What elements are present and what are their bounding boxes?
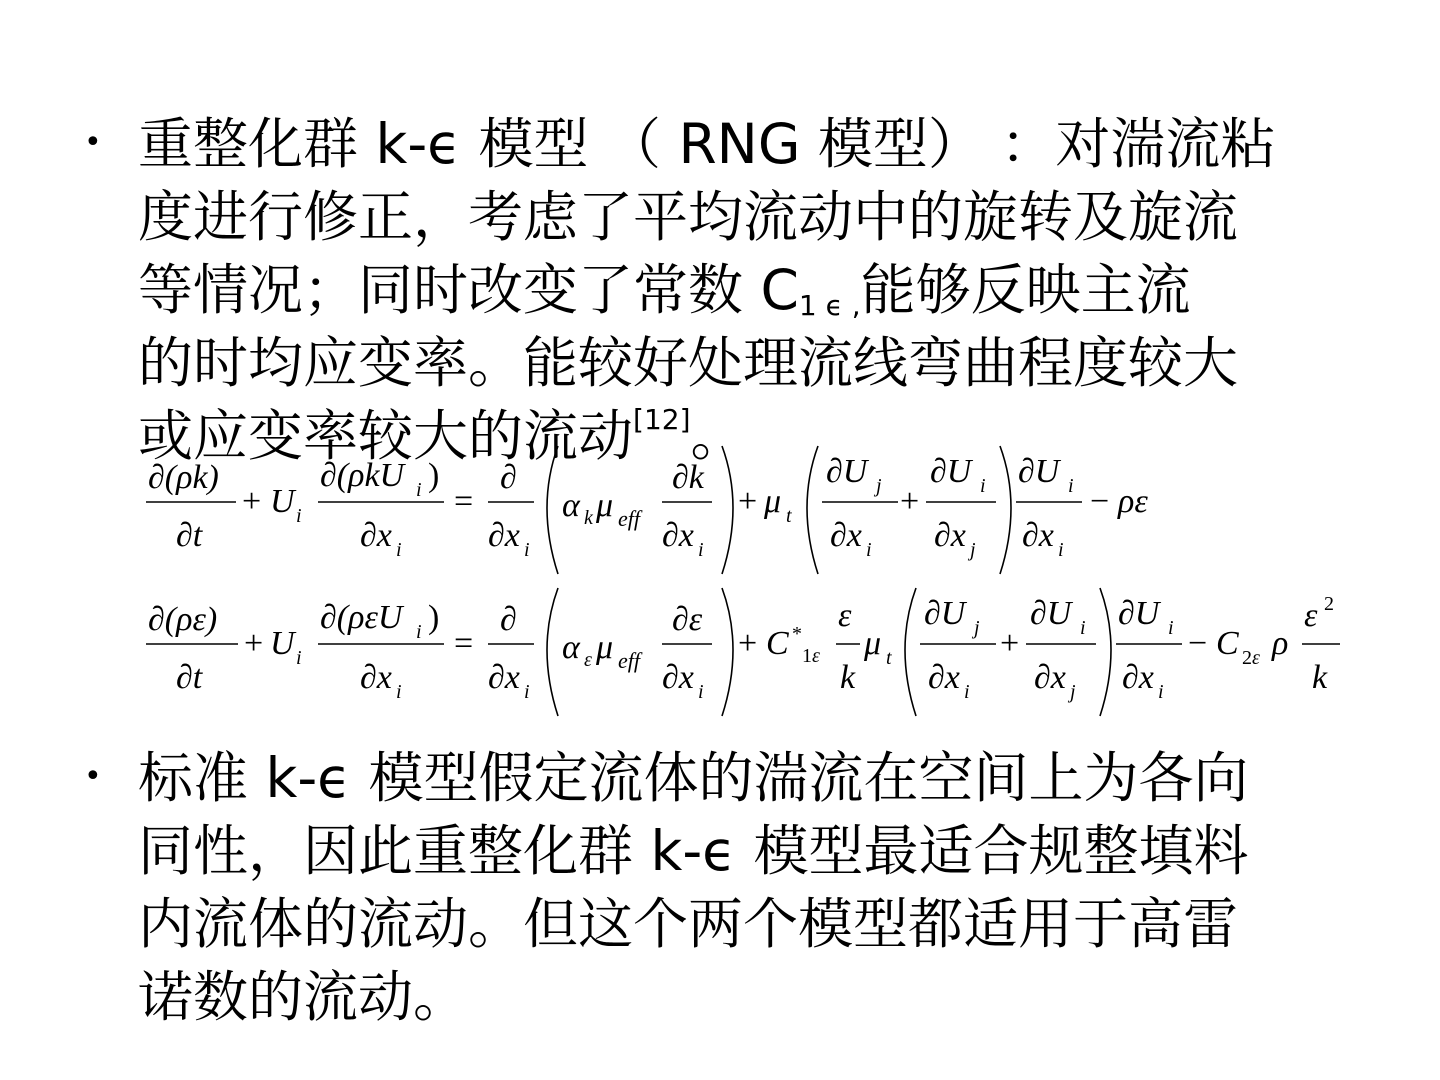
svg-text:*: * xyxy=(792,623,802,645)
svg-text:+: + xyxy=(1000,625,1020,662)
para2-line2: 同性，因此重整化群 k-ϵ 模型最适合规整填料 xyxy=(138,819,1249,883)
svg-text:k: k xyxy=(840,659,856,696)
svg-text:i: i xyxy=(980,475,986,497)
svg-text:i: i xyxy=(866,539,872,561)
svg-text:∂x: ∂x xyxy=(488,517,520,554)
svg-text:+: + xyxy=(244,625,264,662)
svg-text:i: i xyxy=(1068,475,1074,497)
paragraph-rng-model xyxy=(138,108,1368,473)
svg-text:i: i xyxy=(1168,617,1174,639)
svg-text:α: α xyxy=(562,487,580,524)
svg-text:=: = xyxy=(454,483,474,520)
svg-text:∂U: ∂U xyxy=(1118,595,1160,632)
svg-text:∂x: ∂x xyxy=(1122,659,1154,696)
svg-text:eff: eff xyxy=(618,506,640,531)
para1-line5-text-b: 。 xyxy=(690,404,746,468)
svg-text:i: i xyxy=(698,539,704,561)
svg-text:+: + xyxy=(738,483,758,520)
svg-text:i: i xyxy=(698,681,704,703)
svg-text:i: i xyxy=(964,681,970,703)
svg-text:−: − xyxy=(1090,483,1110,520)
svg-text:μ: μ xyxy=(864,625,882,662)
svg-text:∂x: ∂x xyxy=(662,517,694,554)
svg-text:): ) xyxy=(428,599,440,636)
svg-text:∂U: ∂U xyxy=(1030,595,1072,632)
svg-text:∂x: ∂x xyxy=(928,659,960,696)
svg-text:U: U xyxy=(270,625,295,662)
reference-citation: [12] xyxy=(633,403,691,436)
svg-text:∂U: ∂U xyxy=(930,453,972,490)
svg-text:ε: ε xyxy=(1304,597,1318,634)
svg-text:μ: μ xyxy=(596,629,614,666)
epsilon-transport-equation xyxy=(138,582,1358,722)
svg-text:∂x: ∂x xyxy=(1034,659,1066,696)
svg-text:∂U: ∂U xyxy=(826,453,868,490)
svg-text:+: + xyxy=(242,483,262,520)
para1-line3 xyxy=(138,254,1368,327)
svg-text:∂(ρkU: ∂(ρkU xyxy=(320,457,405,494)
svg-text:∂(ρk): ∂(ρk) xyxy=(148,459,219,496)
svg-text:i: i xyxy=(296,505,302,527)
bullet-marker-1: • xyxy=(84,125,102,160)
svg-text:∂U: ∂U xyxy=(1018,453,1060,490)
svg-text:∂x: ∂x xyxy=(360,517,392,554)
svg-text:ε: ε xyxy=(584,649,592,671)
svg-text:t: t xyxy=(886,647,892,669)
svg-text:∂: ∂ xyxy=(500,459,517,496)
svg-text:ε: ε xyxy=(838,597,852,634)
svg-text:∂(ρεU: ∂(ρεU xyxy=(320,599,403,636)
svg-text:∂x: ∂x xyxy=(830,517,862,554)
svg-text:eff: eff xyxy=(618,648,640,673)
svg-text:μ: μ xyxy=(764,483,782,520)
svg-text:i: i xyxy=(396,539,402,561)
para1-line1: 重整化群 k-ϵ 模型 （ RNG 模型） ：对湍流粘 xyxy=(138,112,1276,176)
svg-text:μ: μ xyxy=(596,487,614,524)
svg-text:2: 2 xyxy=(1324,593,1334,615)
svg-text:ε: ε xyxy=(812,645,820,667)
para1-line3-text-a: 等情况；同时改变了常数 C xyxy=(138,258,799,322)
svg-text:i: i xyxy=(524,539,530,561)
svg-text:j: j xyxy=(970,539,976,561)
svg-text:∂U: ∂U xyxy=(924,595,966,632)
svg-text:i: i xyxy=(396,681,402,703)
svg-text:∂: ∂ xyxy=(500,601,517,638)
svg-text:ρ: ρ xyxy=(1272,625,1289,662)
svg-text:α: α xyxy=(562,629,580,666)
svg-text:∂x: ∂x xyxy=(934,517,966,554)
svg-text:i: i xyxy=(416,621,422,643)
svg-text:∂x: ∂x xyxy=(1022,517,1054,554)
para1-line4: 的时均应变率。能较好处理流线弯曲程度较大 xyxy=(138,331,1239,395)
svg-text:2: 2 xyxy=(1242,647,1252,669)
svg-text:j: j xyxy=(974,617,980,639)
svg-text:i: i xyxy=(296,647,302,669)
svg-text:i: i xyxy=(1158,681,1164,703)
svg-text:=: = xyxy=(454,625,474,662)
bullet-marker-2: • xyxy=(84,759,102,794)
svg-text:i: i xyxy=(524,681,530,703)
k-transport-equation xyxy=(138,440,1358,580)
svg-text:C: C xyxy=(766,625,789,662)
para2-line4: 诺数的流动。 xyxy=(138,965,469,1029)
svg-text:i: i xyxy=(1080,617,1086,639)
svg-text:j: j xyxy=(1070,681,1076,703)
svg-text:C: C xyxy=(1216,625,1239,662)
svg-text:t: t xyxy=(786,505,792,527)
svg-text:k: k xyxy=(1312,659,1328,696)
svg-text:i: i xyxy=(416,479,422,501)
svg-text:∂(ρε): ∂(ρε) xyxy=(148,601,218,638)
para2-line3: 内流体的流动。但这个两个模型都适用于高雷 xyxy=(138,892,1239,956)
svg-text:i: i xyxy=(1058,539,1064,561)
svg-text:ε: ε xyxy=(1252,647,1260,669)
para2-line1: 标准 k-ϵ 模型假定流体的湍流在空间上为各向 xyxy=(138,746,1249,810)
para1-line5-text-a: 或应变率较大的流动 xyxy=(138,404,634,468)
svg-text:): ) xyxy=(428,457,440,494)
svg-text:∂k: ∂k xyxy=(672,459,704,496)
svg-text:∂t: ∂t xyxy=(176,659,203,696)
svg-text:+: + xyxy=(738,625,758,662)
svg-text:∂x: ∂x xyxy=(488,659,520,696)
svg-text:k: k xyxy=(584,507,593,529)
svg-text:+: + xyxy=(900,483,920,520)
svg-text:∂x: ∂x xyxy=(662,659,694,696)
para1-line3-text-b: 能够反映主流 xyxy=(860,258,1191,322)
svg-text:∂ε: ∂ε xyxy=(672,601,703,638)
paragraph-standard-model xyxy=(138,742,1368,1034)
svg-text:−: − xyxy=(1188,625,1208,662)
svg-text:∂x: ∂x xyxy=(360,659,392,696)
svg-text:j: j xyxy=(876,475,882,497)
svg-text:1: 1 xyxy=(802,645,812,667)
para1-line2: 度进行修正，考虑了平均流动中的旋转及旋流 xyxy=(138,185,1239,249)
svg-text:∂t: ∂t xyxy=(176,517,203,554)
svg-text:U: U xyxy=(270,483,295,520)
svg-text:ρε: ρε xyxy=(1118,483,1148,520)
c1-epsilon-subscript: 1 ϵ , xyxy=(798,289,861,322)
